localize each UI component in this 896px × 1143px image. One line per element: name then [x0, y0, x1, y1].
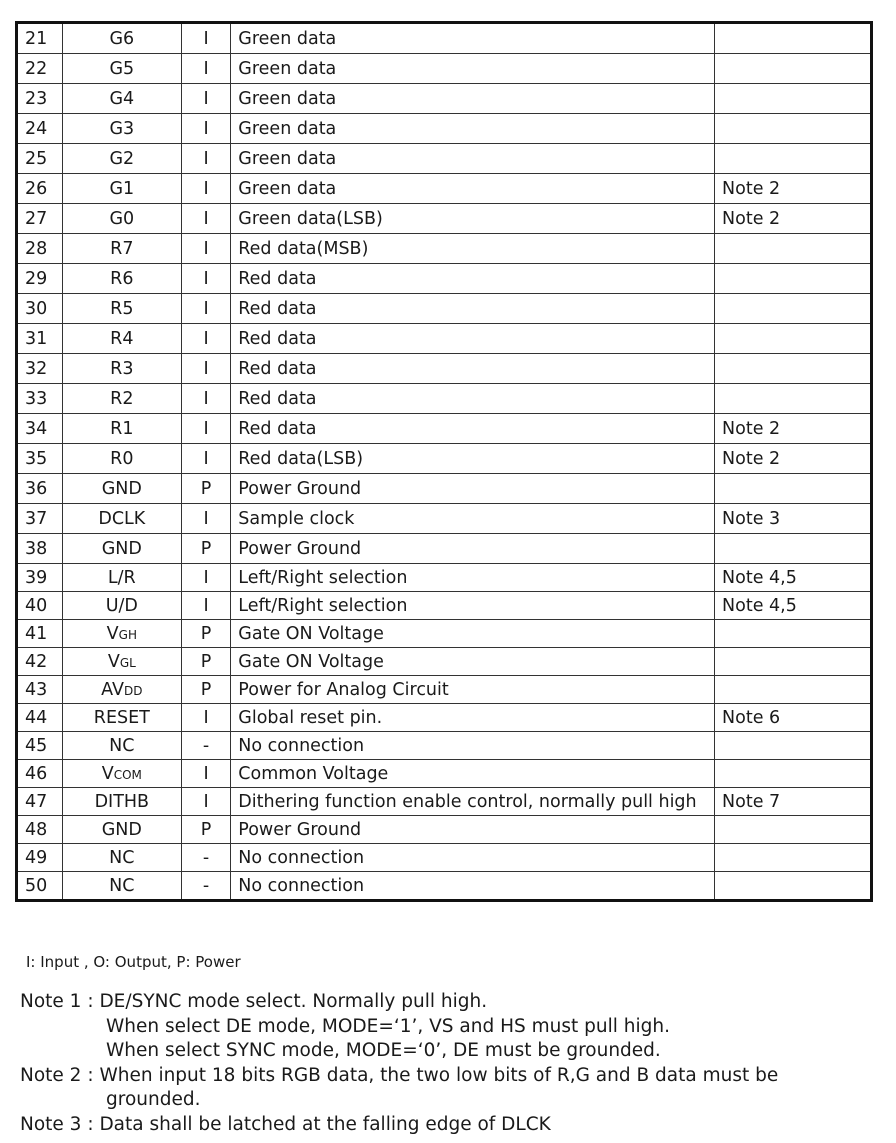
pin-io-type: I: [181, 264, 230, 294]
pin-description: Dithering function enable control, normally pull high: [231, 788, 715, 816]
pin-io-type: I: [181, 23, 230, 54]
pin-number: 50: [17, 872, 63, 901]
pin-symbol-main: R6: [110, 268, 134, 289]
pin-number: 47: [17, 788, 63, 816]
pin-note: [715, 294, 872, 324]
pin-symbol: [62, 444, 181, 474]
pin-symbol: [62, 23, 181, 54]
table-row: [17, 264, 872, 294]
pin-description: Green data: [231, 174, 715, 204]
pin-number: 34: [17, 414, 63, 444]
pin-symbol-main: G1: [109, 178, 135, 199]
pin-number: 48: [17, 816, 63, 844]
note-1-line-1: Note 1 : DE/SYNC mode select. Normally pull high.: [20, 991, 488, 1012]
pin-symbol-main: R7: [110, 238, 134, 259]
pin-note: [715, 54, 872, 84]
pin-description: Power Ground: [231, 534, 715, 564]
pin-symbol-subscript: DD: [123, 683, 143, 698]
pin-symbol: [62, 114, 181, 144]
pin-symbol-main: NC: [109, 875, 135, 896]
pin-note: Note 7: [715, 788, 872, 816]
pin-symbol-main: R0: [110, 448, 134, 469]
pin-number: 21: [17, 23, 63, 54]
pin-symbol-main: GND: [101, 819, 142, 840]
pin-symbol: [62, 324, 181, 354]
pin-symbol: [62, 234, 181, 264]
pin-description: Red data: [231, 294, 715, 324]
table-row: [17, 704, 872, 732]
pin-description: Green data(LSB): [231, 204, 715, 234]
pin-symbol-main: R5: [110, 298, 134, 319]
table-row: [17, 444, 872, 474]
pin-io-type: I: [181, 564, 230, 592]
table-row: [17, 844, 872, 872]
pin-symbol: [62, 676, 181, 704]
pin-number: 40: [17, 592, 63, 620]
pin-number: 41: [17, 620, 63, 648]
pin-symbol-main: V: [107, 651, 120, 672]
table-row: [17, 676, 872, 704]
pin-number: 33: [17, 384, 63, 414]
table-row: [17, 54, 872, 84]
pin-symbol-main: R3: [110, 358, 134, 379]
pin-symbol: [62, 872, 181, 901]
pin-note: [715, 816, 872, 844]
note-3-line-1: Note 3 : Data shall be latched at the falling edge of DLCK: [20, 1113, 551, 1135]
pin-number: 25: [17, 144, 63, 174]
pin-number: 27: [17, 204, 63, 234]
pin-description: Global reset pin.: [231, 704, 715, 732]
pin-io-type: I: [181, 324, 230, 354]
pin-symbol: [62, 620, 181, 648]
pin-symbol: [62, 414, 181, 444]
pin-note: [715, 23, 872, 54]
table-row: [17, 84, 872, 114]
pin-number: 36: [17, 474, 63, 504]
pin-symbol-main: G6: [109, 28, 135, 49]
table-row: [17, 592, 872, 620]
pin-symbol-main: V: [106, 623, 119, 644]
pin-number: 39: [17, 564, 63, 592]
pin-symbol-main: L/R: [107, 567, 136, 588]
pin-symbol-main: RESET: [93, 707, 150, 728]
pin-symbol-main: R1: [110, 418, 134, 439]
pin-number: 46: [17, 760, 63, 788]
pin-note: [715, 844, 872, 872]
pin-number: 26: [17, 174, 63, 204]
pin-number: 43: [17, 676, 63, 704]
pin-description: Power Ground: [231, 816, 715, 844]
pin-note: Note 2: [715, 204, 872, 234]
pin-symbol: [62, 732, 181, 760]
pin-description: Green data: [231, 54, 715, 84]
pin-symbol: [62, 760, 181, 788]
pin-symbol-main: GND: [101, 478, 142, 499]
notes-section: [20, 990, 778, 1137]
pin-description: Red data: [231, 324, 715, 354]
pin-note: Note 4,5: [715, 592, 872, 620]
pin-number: 49: [17, 844, 63, 872]
table-row: [17, 816, 872, 844]
pin-symbol-main: G5: [109, 58, 135, 79]
pin-io-type: I: [181, 444, 230, 474]
pin-symbol: [62, 204, 181, 234]
pin-symbol-main: R2: [110, 388, 134, 409]
pin-symbol: [62, 384, 181, 414]
pin-symbol: [62, 648, 181, 676]
pin-symbol: [62, 564, 181, 592]
pin-io-type: P: [181, 534, 230, 564]
pin-io-type: I: [181, 384, 230, 414]
pin-note: [715, 648, 872, 676]
pin-symbol: [62, 534, 181, 564]
pin-note: Note 3: [715, 504, 872, 534]
table-row: [17, 732, 872, 760]
pin-symbol-main: G4: [109, 88, 135, 109]
pin-io-type: P: [181, 676, 230, 704]
pin-description: Left/Right selection: [231, 564, 715, 592]
pin-note: [715, 384, 872, 414]
pin-io-type: I: [181, 234, 230, 264]
table-row: [17, 114, 872, 144]
pin-symbol: [62, 84, 181, 114]
pin-number: 24: [17, 114, 63, 144]
pin-io-type: -: [181, 844, 230, 872]
pin-note: [715, 114, 872, 144]
pin-number: 28: [17, 234, 63, 264]
pin-note: [715, 234, 872, 264]
table-row: [17, 534, 872, 564]
pin-io-type: P: [181, 648, 230, 676]
pin-io-type: I: [181, 204, 230, 234]
pin-note: Note 6: [715, 704, 872, 732]
table-row: [17, 23, 872, 54]
pin-note: Note 4,5: [715, 564, 872, 592]
pin-io-type: I: [181, 294, 230, 324]
pin-io-type: I: [181, 84, 230, 114]
table-row: [17, 474, 872, 504]
pin-io-type: I: [181, 354, 230, 384]
pin-symbol: [62, 174, 181, 204]
pin-note: [715, 676, 872, 704]
table-row: [17, 294, 872, 324]
pin-symbol-main: G0: [109, 208, 135, 229]
pin-symbol: [62, 144, 181, 174]
pin-note: [715, 760, 872, 788]
pin-description: Gate ON Voltage: [231, 648, 715, 676]
table-row: [17, 760, 872, 788]
pin-description: No connection: [231, 844, 715, 872]
pin-description: No connection: [231, 872, 715, 901]
table-row: [17, 204, 872, 234]
pin-symbol-subscript: GH: [118, 627, 137, 642]
table-row: [17, 872, 872, 901]
pin-io-type: P: [181, 816, 230, 844]
table-row: [17, 324, 872, 354]
pin-symbol-main: U/D: [105, 595, 138, 616]
pin-note: [715, 872, 872, 901]
table-row: [17, 174, 872, 204]
pin-description: Red data: [231, 354, 715, 384]
pin-symbol-main: DITHB: [94, 791, 150, 812]
table-row: [17, 414, 872, 444]
pin-number: 42: [17, 648, 63, 676]
table-row: [17, 504, 872, 534]
pin-description: Green data: [231, 84, 715, 114]
pin-symbol: [62, 816, 181, 844]
pin-symbol-main: NC: [109, 847, 135, 868]
pin-description: Red data: [231, 414, 715, 444]
pin-description: Red data(MSB): [231, 234, 715, 264]
pin-table-body: [17, 23, 872, 901]
table-row: [17, 564, 872, 592]
pin-note: [715, 534, 872, 564]
pin-io-type: I: [181, 592, 230, 620]
pin-io-type: P: [181, 474, 230, 504]
pin-number: 37: [17, 504, 63, 534]
pin-note: Note 2: [715, 414, 872, 444]
pin-number: 44: [17, 704, 63, 732]
pin-note: [715, 732, 872, 760]
pin-symbol: [62, 264, 181, 294]
table-row: [17, 234, 872, 264]
pin-io-type: -: [181, 732, 230, 760]
pin-io-type: I: [181, 414, 230, 444]
pin-symbol-main: DCLK: [98, 508, 146, 529]
pin-table: [15, 21, 873, 902]
pin-note: [715, 264, 872, 294]
pin-symbol: [62, 354, 181, 384]
note-2-line-1: Note 2 : When input 18 bits RGB data, the two low bits of R,G and B data must be: [20, 1064, 779, 1086]
pin-number: 45: [17, 732, 63, 760]
pin-symbol: [62, 54, 181, 84]
pin-io-type: I: [181, 760, 230, 788]
pin-io-type: I: [181, 144, 230, 174]
pin-symbol: [62, 704, 181, 732]
pin-note: [715, 324, 872, 354]
pin-note: Note 2: [715, 444, 872, 474]
pin-description: Red data: [231, 384, 715, 414]
note-2-line-2: grounded.: [106, 1089, 201, 1110]
pin-number: 35: [17, 444, 63, 474]
pin-description: Green data: [231, 114, 715, 144]
pin-description: Green data: [231, 144, 715, 174]
io-legend: I: Input , O: Output, P: Power: [26, 953, 241, 971]
table-row: [17, 620, 872, 648]
pin-symbol: [62, 504, 181, 534]
note-1-line-2: When select DE mode, MODE=‘1’, VS and HS must pull high.: [106, 1015, 671, 1037]
pin-number: 38: [17, 534, 63, 564]
pin-number: 23: [17, 84, 63, 114]
pin-symbol-main: GND: [101, 538, 142, 559]
pin-symbol: [62, 474, 181, 504]
pin-symbol: [62, 592, 181, 620]
pin-symbol-main: G2: [109, 148, 135, 169]
pin-note: [715, 354, 872, 384]
table-row: [17, 648, 872, 676]
pin-description: Red data(LSB): [231, 444, 715, 474]
pin-number: 22: [17, 54, 63, 84]
pin-symbol: [62, 294, 181, 324]
pin-io-type: P: [181, 620, 230, 648]
pin-io-type: I: [181, 54, 230, 84]
pin-description: Red data: [231, 264, 715, 294]
pin-description: Left/Right selection: [231, 592, 715, 620]
pin-io-type: I: [181, 504, 230, 534]
pin-note: [715, 474, 872, 504]
pin-symbol-main: V: [101, 763, 114, 784]
pin-io-type: I: [181, 704, 230, 732]
pin-description: Power Ground: [231, 474, 715, 504]
pin-number: 31: [17, 324, 63, 354]
table-row: [17, 144, 872, 174]
pin-description: Sample clock: [231, 504, 715, 534]
pin-note: [715, 84, 872, 114]
pin-description: No connection: [231, 732, 715, 760]
pin-symbol-main: NC: [109, 735, 135, 756]
table-row: [17, 788, 872, 816]
pin-symbol-main: AV: [101, 679, 124, 700]
pin-note: [715, 620, 872, 648]
pin-symbol-main: G3: [109, 118, 135, 139]
pin-symbol: [62, 788, 181, 816]
pin-number: 29: [17, 264, 63, 294]
pin-number: 32: [17, 354, 63, 384]
pin-symbol-subscript: GL: [119, 655, 136, 670]
table-row: [17, 354, 872, 384]
pin-symbol: [62, 844, 181, 872]
pin-io-type: I: [181, 788, 230, 816]
pin-description: Common Voltage: [231, 760, 715, 788]
table-row: [17, 384, 872, 414]
pin-symbol-main: R4: [110, 328, 134, 349]
pin-io-type: I: [181, 114, 230, 144]
pin-description: Gate ON Voltage: [231, 620, 715, 648]
pin-description: Green data: [231, 23, 715, 54]
pin-description: Power for Analog Circuit: [231, 676, 715, 704]
pin-note: Note 2: [715, 174, 872, 204]
pin-io-type: I: [181, 174, 230, 204]
pin-io-type: -: [181, 872, 230, 901]
pin-symbol-subscript: COM: [113, 767, 142, 782]
note-1-line-3: When select SYNC mode, MODE=‘0’, DE must be grounded.: [106, 1040, 661, 1061]
pin-number: 30: [17, 294, 63, 324]
pin-note: [715, 144, 872, 174]
